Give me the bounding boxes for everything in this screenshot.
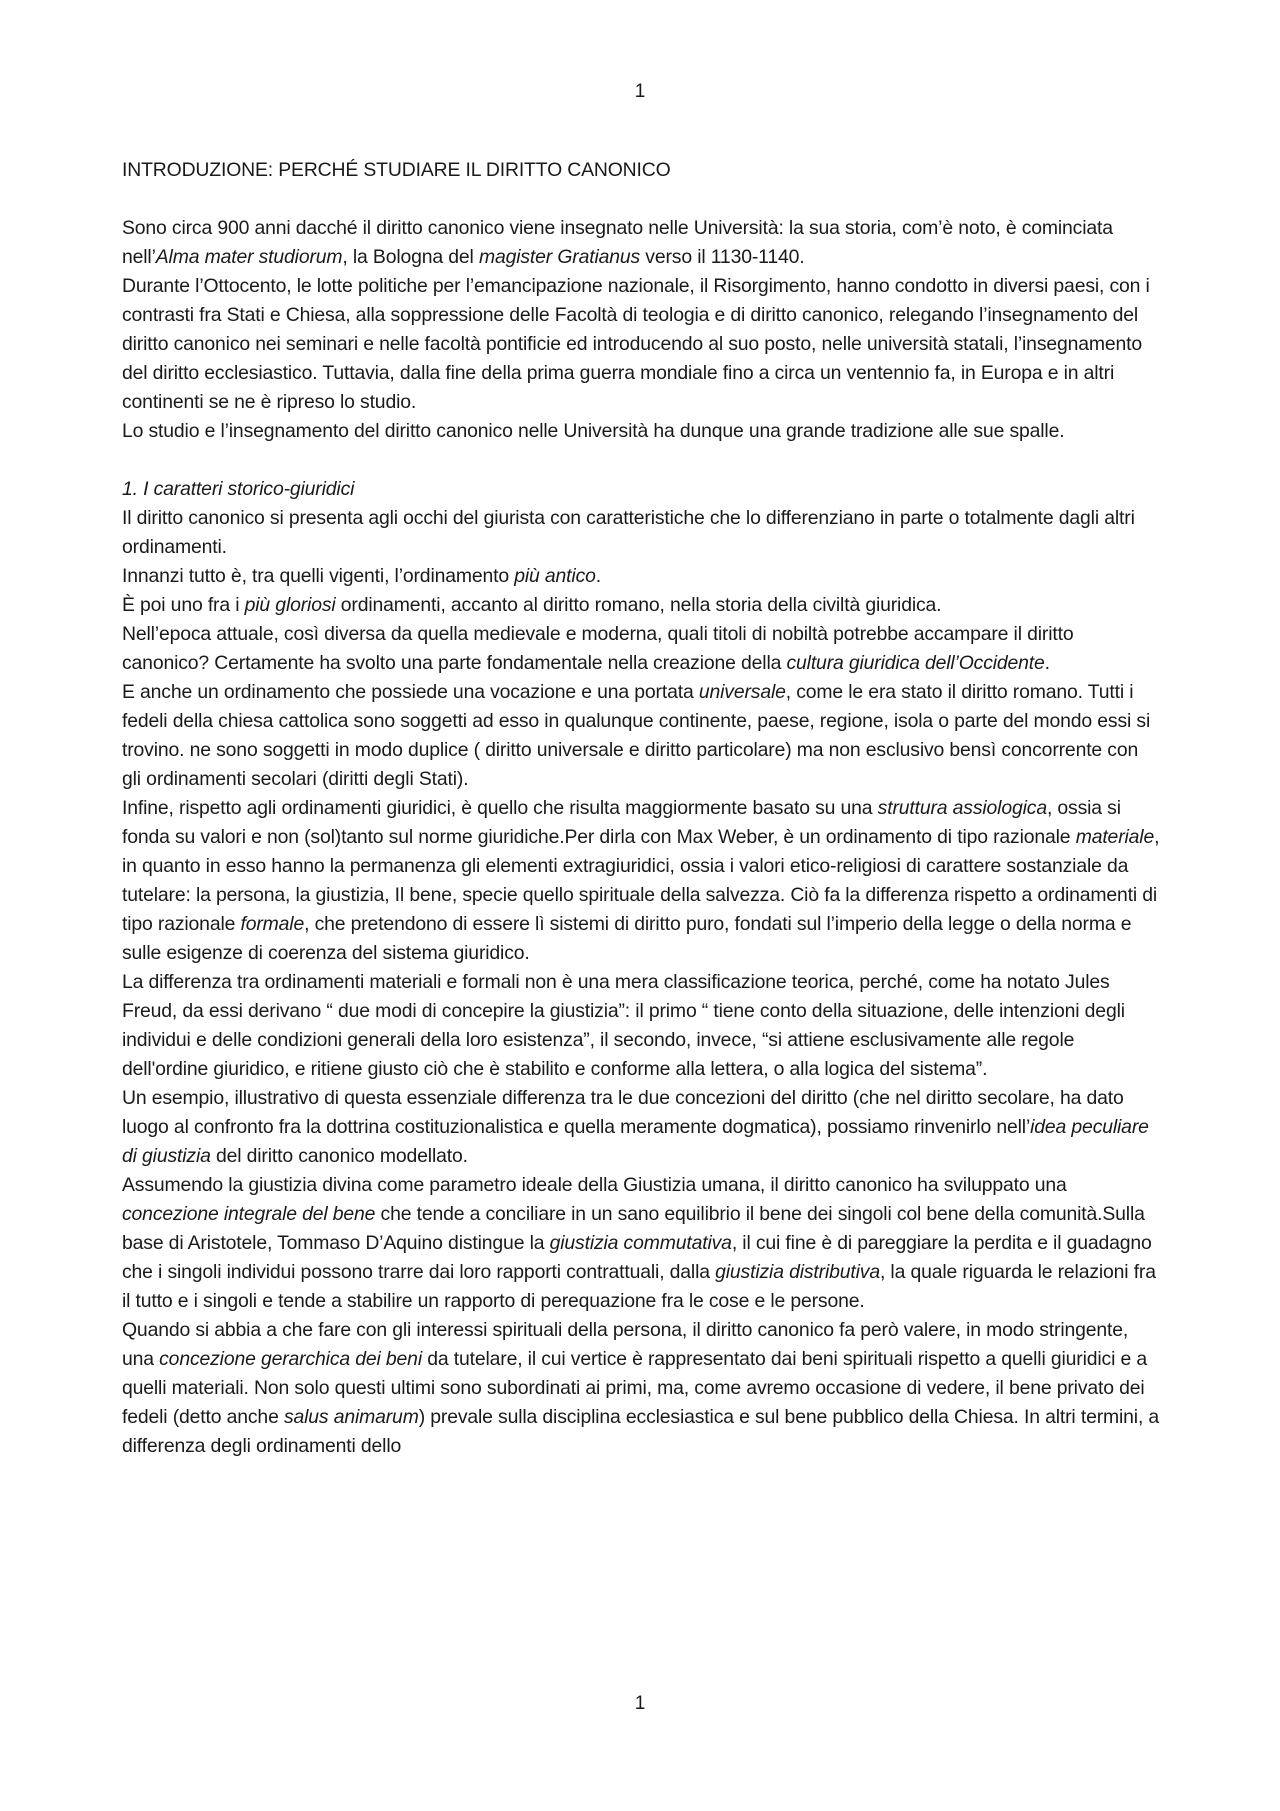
- italic-text: giustizia commutativa: [549, 1232, 732, 1254]
- text-run: , ossia si fonda su valori e non (sol)tanto sul norme giuridiche.Per dirla con Max Weber, è un ordinamento di tipo razionale: [122, 797, 1121, 848]
- italic-text: concezione integrale del bene: [122, 1203, 376, 1225]
- text-run: Sono circa 900 anni dacché il diritto canonico viene insegnato nelle Università: la sua storia, com’è noto, è cominciata nell’: [122, 217, 1113, 268]
- italic-text: più antico: [514, 565, 596, 587]
- spacer: [122, 185, 1162, 214]
- text-run: che tende a conciliare in un sano equilibrio il bene dei singoli col bene della comunità.Sulla base di Aristotele, Tommaso D’Aquino distingue la: [122, 1203, 1145, 1254]
- section-paragraph-3: [122, 591, 1162, 620]
- text-run: , la Bologna del: [342, 246, 479, 268]
- section-paragraph-7: La differenza tra ordinamenti materiali e formali non è una mera classificazione teorica, perché, come ha notato Jules Freud, da essi derivano “ due modi di concepire la giustizia”: il primo “ tiene conto della situazione, delle intenzioni degli individui e delle condizioni generali della loro esistenza”, il secondo, invece, “si attiene esclusivamente alle regole dell'ordine giuridico, e ritiene giusto ciò che è stabilito e conforme alla lettera, o alla logica del sistema”.: [122, 971, 1125, 1080]
- text-run: Quando si abbia a che fare con gli interessi spirituali della persona, il diritto canonico fa però valere, in modo stringente, una: [122, 1319, 1129, 1370]
- italic-text: Alma mater studiorum: [155, 246, 343, 268]
- intro-paragraph-3: Lo studio e l’insegnamento del diritto canonico nelle Università ha dunque una grande tradizione alle sue spalle.: [122, 420, 1065, 442]
- section-paragraph-2: [122, 562, 1162, 591]
- text-run: del diritto canonico modellato.: [210, 1145, 468, 1167]
- text-run: Innanzi tutto è, tra quelli vigenti, l’ordinamento: [122, 565, 515, 587]
- italic-text: cultura giuridica dell’Occidente: [786, 652, 1045, 674]
- text-run: Infine, rispetto agli ordinamenti giuridici, è quello che risulta maggiormente basato su una: [122, 797, 878, 819]
- text-run: , la quale riguarda le relazioni fra il tutto e i singoli e tende a stabilire un rapporto di perequazione fra le cose e le persone.: [122, 1261, 1156, 1312]
- italic-text: più gloriosi: [244, 594, 336, 616]
- text-run: E anche un ordinamento che possiede una vocazione e una portata: [122, 681, 699, 703]
- section-paragraph-8: [122, 1084, 1162, 1171]
- text-run: , in quanto in esso hanno la permanenza gli elementi extragiuridici, ossia i valori etico-religiosi di carattere sostanziale da tutelare: la persona, la giustizia, Il bene, specie quello spirituale della salvezza. Ciò fa la differenza rispetto a ordinamenti di tipo razionale: [122, 826, 1160, 935]
- text-run: È poi uno fra i: [122, 594, 245, 616]
- intro-paragraph-2: Durante l’Ottocento, le lotte politiche per l’emancipazione nazionale, il Risorgimento, hanno condotto in diversi paesi, con i contrasti fra Stati e Chiesa, alla soppressione delle Facoltà di teologia e di diritto canonico, relegando l’insegnamento del diritto canonico nei seminari e nelle facoltà pontificie ed introducendo al suo posto, nelle università statali, l’insegnamento del diritto ecclesiastico. Tuttavia, dalla fine della prima guerra mondiale fino a circa un ventennio fa, in Europa e in altri continenti se ne è ripreso lo studio.: [122, 275, 1150, 413]
- section-paragraph-10: [122, 1316, 1162, 1461]
- italic-text: giustizia distributiva: [715, 1261, 880, 1283]
- section-paragraph-4: [122, 620, 1162, 678]
- text-run: Un esempio, illustrativo di questa essenziale differenza tra le due concezioni del diritto (che nel diritto secolare, ha dato luogo al confronto fra la dottrina costituzionalistica e quella meramente dogmatica), possiamo rinvenirlo nell’: [122, 1087, 1124, 1138]
- section-title: [122, 475, 1162, 504]
- italic-text: universale: [698, 681, 786, 703]
- section-paragraph-5: [122, 678, 1162, 794]
- italic-text: 1. I caratteri storico-giuridici: [122, 478, 355, 500]
- text-run: .: [1044, 652, 1050, 674]
- page-number-bottom: 1: [634, 1693, 646, 1714]
- text-run: , che pretendono di essere lì sistemi di diritto puro, fondati sul l’imperio della legge o della norma e sulle esigenze di coerenza del sistema giuridico.: [122, 913, 1132, 964]
- section-paragraph-9: [122, 1171, 1162, 1316]
- text-run: Assumendo la giustizia divina come parametro ideale della Giustizia umana, il diritto canonico ha sviluppato una: [122, 1174, 1067, 1196]
- text-run: .: [595, 565, 602, 587]
- page-number-top: 1: [634, 81, 646, 102]
- text-run: ordinamenti, accanto al diritto romano, nella storia della civiltà giuridica.: [335, 594, 942, 616]
- text-run: verso il 1130-1140.: [640, 246, 805, 268]
- spacer: [122, 446, 1162, 475]
- text-run: ) prevale sulla disciplina ecclesiastica e sul bene pubblico della Chiesa. In altri termini, a differenza degli ordinamenti dello: [122, 1406, 1160, 1457]
- document-body: [122, 156, 1162, 1461]
- text-run: , il cui fine è di pareggiare la perdita e il guadagno che i singoli individui possono trarre dai loro rapporti contrattuali, dalla: [122, 1232, 1152, 1283]
- section-paragraph-1: Il diritto canonico si presenta agli occhi del giurista con caratteristiche che lo differenziano in parte o totalmente dagli altri ordinamenti.: [122, 507, 1135, 558]
- italic-text: magister Gratianus: [478, 246, 641, 268]
- italic-text: idea peculiare di giustizia: [122, 1116, 1149, 1167]
- text-run: da tutelare, il cui vertice è rappresentato dai beni spirituali rispetto a quelli giuridici e a quelli materiali. Non solo questi ultimi sono subordinati ai primi, ma, come avremo occasione di vedere, il bene privato dei fedeli (detto anche: [122, 1348, 1147, 1428]
- text-run: Nell’epoca attuale, così diversa da quella medievale e moderna, quali titoli di nobiltà potrebbe accampare il diritto canonico? Certamente ha svolto una parte fondamentale nella creazione della: [122, 623, 1074, 674]
- italic-text: materiale: [1075, 826, 1155, 848]
- text-run: , come le era stato il diritto romano. Tutti i fedeli della chiesa cattolica sono soggetti ad esso in qualunque continente, paese, regione, isola o parte del mondo essi si trovino. ne sono soggetti in modo duplice ( diritto universale e diritto particolare) ma non esclusivo bensì concorrente con gli ordinamenti secolari (diritti degli Stati).: [122, 681, 1151, 790]
- italic-text: salus animarum: [283, 1406, 419, 1428]
- italic-text: concezione gerarchica dei beni: [159, 1348, 422, 1370]
- document-heading: INTRODUZIONE: PERCHÉ STUDIARE IL DIRITTO CANONICO: [122, 159, 671, 181]
- section-paragraph-6: [122, 794, 1162, 968]
- italic-text: struttura assiologica: [877, 797, 1047, 819]
- italic-text: formale: [240, 913, 305, 935]
- intro-paragraph-1: [122, 214, 1162, 272]
